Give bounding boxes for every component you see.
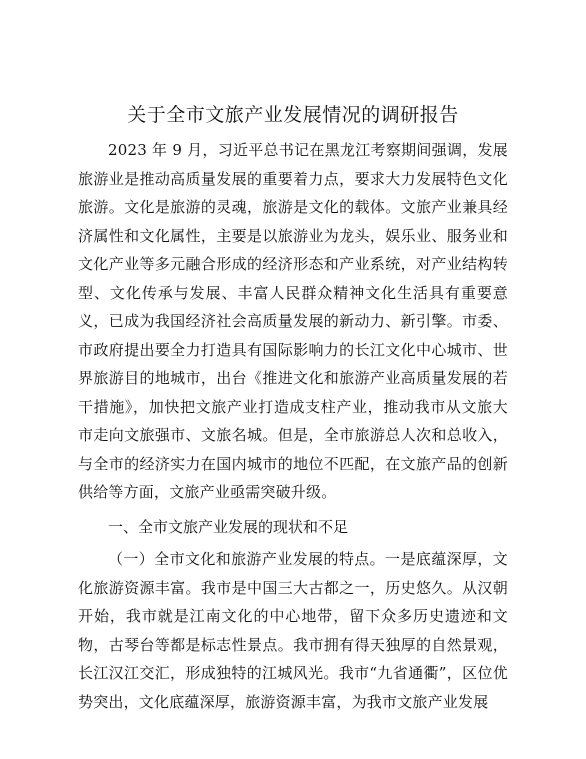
section-paragraph: （一）全市文化和旅游产业发展的特点。一是底蕴深厚，文化旅游资源丰富。我市是中国三大古都之一，历史悠久。从汉朝开始，我市就是江南文化的中心地带，留下众多历史遗迹和文物，古琴台等都是标志性景点。我市拥有得天独厚的自然景观，长江汉江交汇，形成独特的江城风光。我市“九省通衢”，区位优势突出，文化底蕴深厚，旅游资源丰富，为我市文旅产业发展 [78, 550, 508, 711]
intro-paragraph: 2023 年 9 月，习近平总书记在黑龙江考察期间强调，发展旅游业是推动高质量发展的重要着力点，要求大力发展特色文化旅游。文化是旅游的灵魂，旅游是文化的载体。文旅产业兼具经济属性和文化属性，主要是以旅游业为龙头，娱乐业、服务业和文化产业等多元融合形成的经济形态和产业系统，对产业结构转型、文化传承与发展、丰富人民群众精神文化生活具有重要意义，已成为我国经济社会高质量发展的新动力、新引擎。市委、市政府提出要全力打造具有国际影响力的长江文化中心城市、世界旅游目的地城市，出台《推进文化和旅游产业高质量发展的若干措施》，加快把文旅产业打造成支柱产业，推动我市从文旅大市走向文旅强市、文旅名城。但是，全市旅游总人次和总收入，与全市的经济实力在国内城市的地位不匹配，在文旅产品的创新供给等方面，文旅产业亟需突破升级。 [78, 141, 508, 501]
document-title: 关于全市文旅产业发展情况的调研报告 [127, 104, 459, 126]
section-heading: 一、全市文旅产业发展的现状和不足 [108, 517, 349, 536]
document-body [78, 136, 508, 716]
